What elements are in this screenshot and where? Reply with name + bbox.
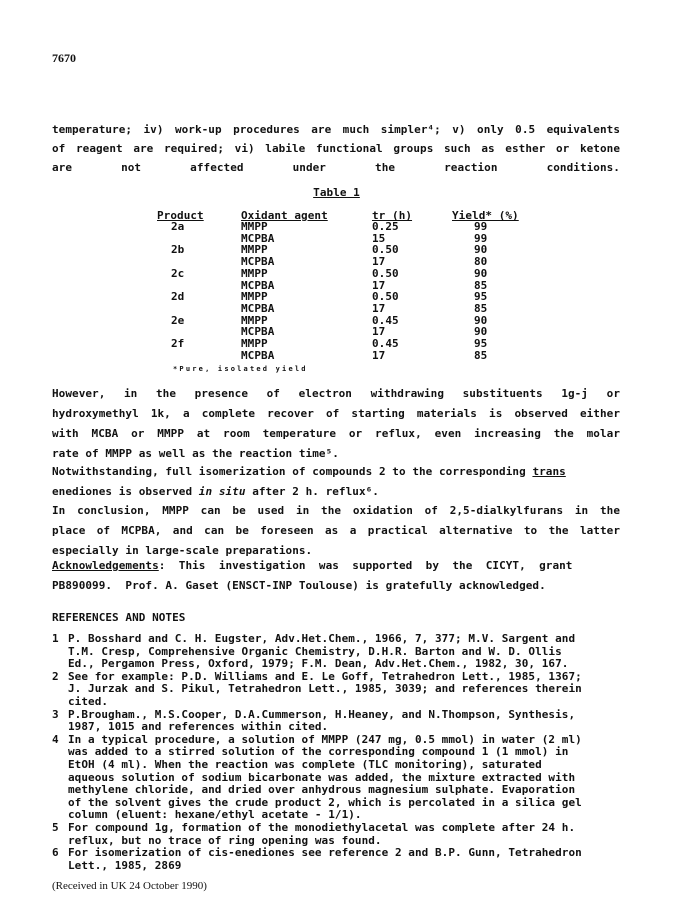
reference-line: For isomerization of cis-enediones see reference 2 and B.P. Gunn, Tetrahedron bbox=[68, 846, 582, 860]
body-line: especially in large-scale preparations. bbox=[52, 544, 313, 557]
header-yield: Yield* (%) bbox=[452, 209, 519, 222]
reference-line: aqueous solution of sodium bicarbonate was added, the mixture extracted with bbox=[68, 770, 576, 784]
reference-number: 5 bbox=[52, 820, 59, 834]
in-situ-term: in situ bbox=[198, 485, 246, 498]
reference-item bbox=[52, 734, 622, 822]
reference-item bbox=[52, 671, 622, 709]
cell-oxidant: MCPBA bbox=[241, 255, 275, 269]
acknowledgements-label: Acknowledgements bbox=[52, 559, 159, 572]
reference-item bbox=[52, 633, 622, 671]
cell-yield: 95 bbox=[474, 290, 488, 304]
reference-number: 3 bbox=[52, 707, 59, 721]
reference-line: cited. bbox=[68, 694, 109, 708]
header-product: Product bbox=[157, 209, 204, 222]
reference-number: 6 bbox=[52, 846, 59, 860]
body-text: enediones is observed bbox=[52, 485, 199, 498]
cell-oxidant: MMPP bbox=[241, 290, 268, 304]
cell-product: 2a bbox=[171, 220, 185, 233]
cell-time: 0.50 bbox=[372, 266, 399, 280]
cell-time: 17 bbox=[372, 278, 386, 292]
cell-yield: 99 bbox=[474, 220, 488, 233]
acknowledgements bbox=[52, 556, 620, 596]
cell-oxidant: MCPBA bbox=[241, 231, 275, 245]
body-line: However, in the presence of electron withdrawing substituents 1g-j or bbox=[52, 387, 620, 400]
reference-line: reflux, but no trace of ring opening was found. bbox=[68, 833, 382, 847]
cell-yield: 85 bbox=[474, 348, 488, 362]
cell-oxidant: MMPP bbox=[241, 337, 268, 350]
body-line: hydroxymethyl 1k, a complete recover of starting materials is observed either bbox=[52, 407, 620, 420]
reference-line: column (eluent: hexane/ethyl acetate - 1/1). bbox=[68, 808, 362, 822]
body-text: Notwithstanding, full isomerization of compounds 2 to the corresponding bbox=[52, 465, 533, 478]
intro-paragraph bbox=[52, 120, 620, 177]
cell-yield: 99 bbox=[474, 231, 488, 245]
cell-time: 17 bbox=[372, 301, 386, 315]
reference-item bbox=[52, 822, 622, 847]
reference-line: See for example: P.D. Williams and E. Le Goff, Tetrahedron Lett., 1985, 1367; bbox=[68, 669, 582, 683]
reference-line: 1987, 1015 and references within cited. bbox=[68, 720, 329, 734]
reference-line: T.M. Cresp, Comprehensive Organic Chemistry, D.H.R. Barton and W. D. Ollis bbox=[68, 644, 562, 658]
header-oxidant: Oxidant agent bbox=[241, 209, 328, 222]
cell-time: 15 bbox=[372, 231, 386, 245]
cell-oxidant: MCPBA bbox=[241, 301, 275, 315]
cell-oxidant: MCPBA bbox=[241, 325, 275, 339]
references-heading: REFERENCES AND NOTES bbox=[52, 611, 186, 624]
page-number: 7670 bbox=[52, 51, 76, 65]
paragraph-however bbox=[52, 384, 620, 464]
cell-oxidant: MMPP bbox=[241, 266, 268, 280]
cell-oxidant: MCPBA bbox=[241, 278, 275, 292]
cell-yield: 80 bbox=[474, 255, 488, 269]
reference-line: methylene chloride, and dried over anhydrous magnesium sulphate. Evaporation bbox=[68, 783, 576, 797]
reference-number: 2 bbox=[52, 669, 59, 683]
ack-text: : This investigation was supported by the CICYT, grant bbox=[158, 559, 573, 572]
intro-line: of reagent are required; vi) labile functional groups such as esther or ketone bbox=[52, 142, 620, 155]
reference-number: 4 bbox=[52, 732, 59, 746]
intro-line: are not affected under the reaction conditions. bbox=[52, 161, 620, 174]
reference-line: of the solvent gives the crude product 2, which is percolated in a silica gel bbox=[68, 795, 582, 809]
body-line: place of MCPBA, and can be foreseen as a practical alternative to the latter bbox=[52, 524, 620, 537]
header-time: tr (h) bbox=[372, 209, 413, 222]
paragraph-isomerization bbox=[52, 462, 620, 502]
cell-yield: 90 bbox=[474, 313, 488, 327]
paragraph-conclusion bbox=[52, 501, 620, 561]
cell-time: 0.25 bbox=[372, 220, 399, 233]
trans-term: trans bbox=[532, 465, 566, 478]
reference-line: Ed., Pergamon Press, Oxford, 1979; F.M. Dean, Adv.Het.Chem., 1982, 30, 167. bbox=[68, 657, 569, 671]
cell-time: 0.45 bbox=[372, 337, 399, 350]
cell-oxidant: MMPP bbox=[241, 243, 268, 257]
cell-yield: 90 bbox=[474, 325, 488, 339]
reference-item bbox=[52, 847, 622, 872]
cell-product: 2d bbox=[171, 290, 185, 304]
body-line: rate of MMPP as well as the reaction time⁵. bbox=[52, 447, 339, 460]
table-footnote: *Pure, isolated yield bbox=[173, 365, 308, 373]
cell-product: 2c bbox=[171, 266, 185, 280]
reference-line: P. Bosshard and C. H. Eugster, Adv.Het.Chem., 1966, 7, 377; M.V. Sargent and bbox=[68, 632, 576, 645]
cell-time: 0.50 bbox=[372, 243, 399, 257]
reference-line: was added to a stirred solution of the corresponding compound 1 (1 mmol) in bbox=[68, 745, 569, 759]
reference-line: In a typical procedure, a solution of MMPP (247 mg, 0.5 mmol) in water (2 ml) bbox=[68, 732, 582, 746]
cell-time: 17 bbox=[372, 325, 386, 339]
intro-line: temperature; iv) work-up procedures are much simpler⁴; v) only 0.5 equivalents bbox=[52, 123, 620, 136]
cell-oxidant: MMPP bbox=[241, 220, 268, 233]
references-list bbox=[52, 633, 622, 872]
cell-oxidant: MCPBA bbox=[241, 348, 275, 362]
cell-time: 17 bbox=[372, 348, 386, 362]
reference-item bbox=[52, 709, 622, 734]
cell-product: 2b bbox=[171, 243, 185, 257]
cell-yield: 85 bbox=[474, 301, 488, 315]
received-date: (Received in UK 24 October 1990) bbox=[52, 880, 207, 892]
cell-yield: 85 bbox=[474, 278, 488, 292]
cell-yield: 90 bbox=[474, 266, 488, 280]
body-line: with MCBA or MMPP at room temperature or reflux, even increasing the molar bbox=[52, 427, 620, 440]
cell-product: 2e bbox=[171, 313, 185, 327]
table-title: Table 1 bbox=[313, 186, 360, 199]
reference-line: Lett., 1985, 2869 bbox=[68, 858, 182, 872]
reference-line: EtOH (4 ml). When the reaction was complete (TLC monitoring), saturated bbox=[68, 757, 542, 771]
cell-time: 17 bbox=[372, 255, 386, 269]
reference-line: For compound 1g, formation of the monodiethylacetal was complete after 24 h. bbox=[68, 820, 576, 834]
reference-number: 1 bbox=[52, 632, 59, 645]
reference-line: P.Brougham., M.S.Cooper, D.A.Cummerson, H.Heaney, and N.Thompson, Synthesis, bbox=[68, 707, 576, 721]
cell-time: 0.45 bbox=[372, 313, 399, 327]
cell-time: 0.50 bbox=[372, 290, 399, 304]
body-text: after 2 h. reflux⁶. bbox=[245, 485, 379, 498]
reference-line: J. Jurzak and S. Pikul, Tetrahedron Lett., 1985, 3039; and references therein bbox=[68, 682, 582, 696]
body-line: In conclusion, MMPP can be used in the oxidation of 2,5-dialkylfurans in the bbox=[52, 504, 620, 517]
ack-text: PB890099. Prof. A. Gaset (ENSCT-INP Toulouse) is gratefully acknowledged. bbox=[52, 579, 546, 592]
cell-yield: 90 bbox=[474, 243, 488, 257]
cell-oxidant: MMPP bbox=[241, 313, 268, 327]
cell-product: 2f bbox=[171, 337, 185, 350]
cell-yield: 95 bbox=[474, 337, 488, 350]
